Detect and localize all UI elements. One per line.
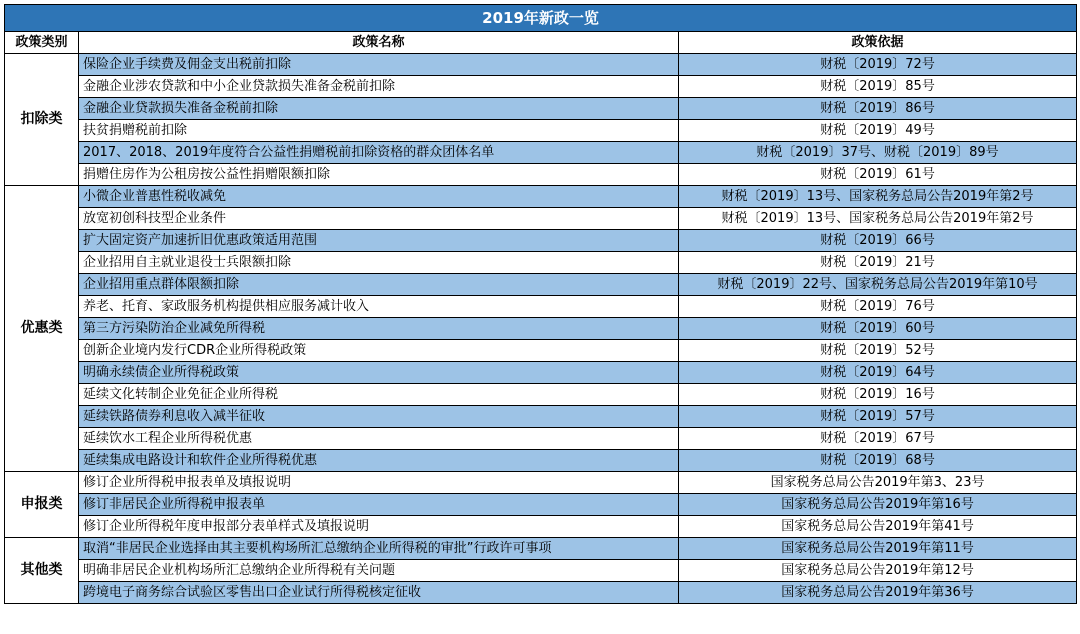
policy-name-cell: 取消“非居民企业选择由其主要机构场所汇总缴纳企业所得税的审批”行政许可事项 [79,538,679,560]
policy-basis-cell: 财税〔2019〕86号 [679,98,1077,120]
policy-name-cell: 修订非居民企业所得税申报表单 [79,494,679,516]
table-row [5,274,1077,296]
policy-basis-cell: 财税〔2019〕76号 [679,296,1077,318]
header-category: 政策类别 [5,32,79,54]
policy-basis-cell: 国家税务总局公告2019年第11号 [679,538,1077,560]
policy-basis-cell: 国家税务总局公告2019年第41号 [679,516,1077,538]
policy-name-cell: 保险企业手续费及佣金支出税前扣除 [79,54,679,76]
policy-basis-cell: 财税〔2019〕49号 [679,120,1077,142]
policy-basis-cell: 国家税务总局公告2019年第36号 [679,582,1077,604]
policy-basis-cell: 财税〔2019〕21号 [679,252,1077,274]
table-row [5,164,1077,186]
policy-name-cell: 创新企业境内发行CDR企业所得税政策 [79,340,679,362]
table-row [5,494,1077,516]
table-row [5,450,1077,472]
policy-name-cell: 明确非居民企业机构场所汇总缴纳企业所得税有关问题 [79,560,679,582]
table-row [5,252,1077,274]
table-row [5,538,1077,560]
policy-basis-cell: 财税〔2019〕13号、国家税务总局公告2019年第2号 [679,186,1077,208]
policy-basis-cell: 财税〔2019〕57号 [679,406,1077,428]
policy-name-cell: 企业招用自主就业退役士兵限额扣除 [79,252,679,274]
table-row [5,384,1077,406]
policy-basis-cell: 财税〔2019〕61号 [679,164,1077,186]
policy-name-cell: 养老、托育、家政服务机构提供相应服务减计收入 [79,296,679,318]
table-row [5,120,1077,142]
table-row [5,516,1077,538]
table-row [5,54,1077,76]
category-cell: 其他类 [5,538,79,604]
policy-basis-cell: 财税〔2019〕13号、国家税务总局公告2019年第2号 [679,208,1077,230]
table-row [5,582,1077,604]
policy-name-cell: 延续文化转制企业免征企业所得税 [79,384,679,406]
policy-name-cell: 修订企业所得税申报表单及填报说明 [79,472,679,494]
policy-name-cell: 第三方污染防治企业减免所得税 [79,318,679,340]
policy-table-container [4,4,1076,604]
header-basis: 政策依据 [679,32,1077,54]
policy-basis-cell: 财税〔2019〕22号、国家税务总局公告2019年第10号 [679,274,1077,296]
table-row [5,76,1077,98]
table-row [5,406,1077,428]
policy-basis-cell: 国家税务总局公告2019年第12号 [679,560,1077,582]
policy-name-cell: 金融企业贷款损失准备金税前扣除 [79,98,679,120]
policy-name-cell: 2017、2018、2019年度符合公益性捐赠税前扣除资格的群众团体名单 [79,142,679,164]
policy-name-cell: 延续集成电路设计和软件企业所得税优惠 [79,450,679,472]
table-row [5,472,1077,494]
policy-name-cell: 延续铁路债券利息收入减半征收 [79,406,679,428]
table-title: 2019年新政一览 [5,5,1077,32]
policy-name-cell: 金融企业涉农贷款和中小企业贷款损失准备金税前扣除 [79,76,679,98]
table-row [5,318,1077,340]
table-body [5,54,1077,604]
policy-basis-cell: 财税〔2019〕64号 [679,362,1077,384]
table-row [5,230,1077,252]
category-cell: 优惠类 [5,186,79,472]
policy-name-cell: 修订企业所得税年度申报部分表单样式及填报说明 [79,516,679,538]
policy-basis-cell: 国家税务总局公告2019年第16号 [679,494,1077,516]
policy-name-cell: 跨境电子商务综合试验区零售出口企业试行所得税核定征收 [79,582,679,604]
category-cell: 申报类 [5,472,79,538]
policy-name-cell: 企业招用重点群体限额扣除 [79,274,679,296]
policy-basis-cell: 财税〔2019〕68号 [679,450,1077,472]
policy-name-cell: 扩大固定资产加速折旧优惠政策适用范围 [79,230,679,252]
policy-name-cell: 放宽初创科技型企业条件 [79,208,679,230]
table-row [5,296,1077,318]
policy-basis-cell: 财税〔2019〕85号 [679,76,1077,98]
table-row [5,362,1077,384]
table-row [5,142,1077,164]
policy-name-cell: 捐赠住房作为公租房按公益性捐赠限额扣除 [79,164,679,186]
policy-table [4,4,1077,604]
policy-basis-cell: 财税〔2019〕66号 [679,230,1077,252]
policy-name-cell: 延续饮水工程企业所得税优惠 [79,428,679,450]
table-row [5,428,1077,450]
table-row [5,560,1077,582]
policy-basis-cell: 财税〔2019〕60号 [679,318,1077,340]
policy-name-cell: 明确永续债企业所得税政策 [79,362,679,384]
table-row [5,340,1077,362]
table-row [5,208,1077,230]
table-row [5,98,1077,120]
policy-basis-cell: 国家税务总局公告2019年第3、23号 [679,472,1077,494]
policy-name-cell: 扶贫捐赠税前扣除 [79,120,679,142]
policy-basis-cell: 财税〔2019〕52号 [679,340,1077,362]
category-cell: 扣除类 [5,54,79,186]
policy-basis-cell: 财税〔2019〕16号 [679,384,1077,406]
policy-name-cell: 小微企业普惠性税收减免 [79,186,679,208]
policy-basis-cell: 财税〔2019〕37号、财税〔2019〕89号 [679,142,1077,164]
header-name: 政策名称 [79,32,679,54]
policy-basis-cell: 财税〔2019〕67号 [679,428,1077,450]
table-row [5,186,1077,208]
policy-basis-cell: 财税〔2019〕72号 [679,54,1077,76]
